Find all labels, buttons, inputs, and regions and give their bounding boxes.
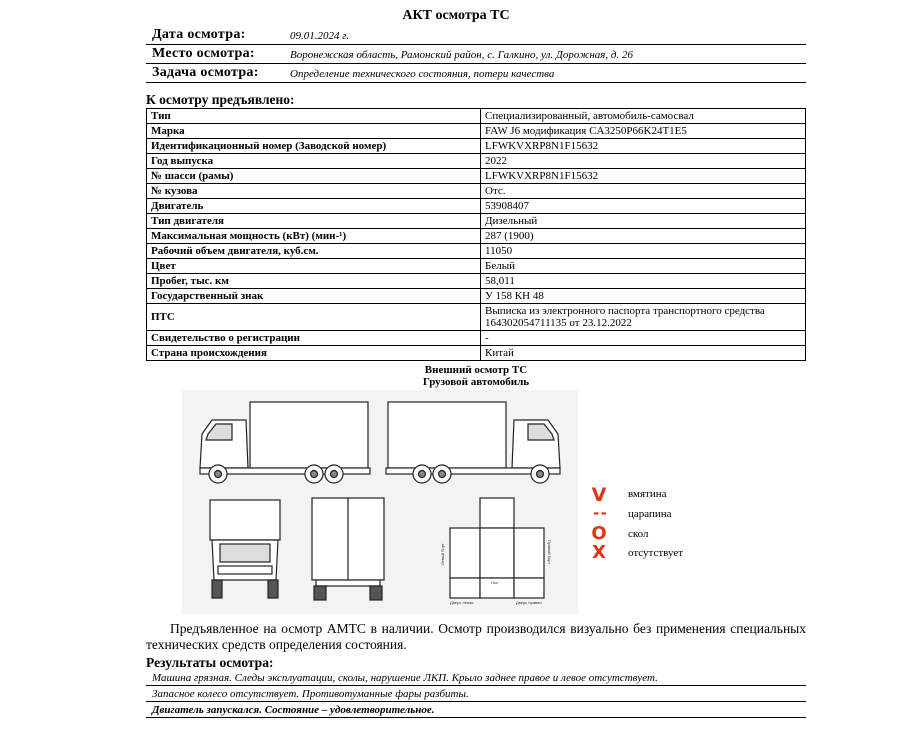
inspection-place-row bbox=[146, 46, 806, 64]
spec-key: № шасси (рамы) bbox=[147, 169, 481, 184]
spec-key: Марка bbox=[147, 124, 481, 139]
truck-diagram bbox=[182, 390, 578, 614]
inspection-date-value: 09.01.2024 г. bbox=[290, 30, 350, 42]
spec-value: 287 (1900) bbox=[481, 229, 806, 244]
result-text-3: Двигатель запускался. Состояние – удовлетворительное. bbox=[152, 704, 435, 716]
dent-icon: V bbox=[591, 484, 607, 506]
spec-row bbox=[147, 109, 806, 124]
spec-row bbox=[147, 169, 806, 184]
spec-key: Рабочий объем двигателя, куб.см. bbox=[147, 244, 481, 259]
vehicle-spec-table bbox=[146, 108, 806, 361]
spec-row bbox=[147, 229, 806, 244]
spec-value: Китай bbox=[481, 346, 806, 361]
spec-row bbox=[147, 304, 806, 331]
spec-row bbox=[147, 139, 806, 154]
spec-key: Год выпуска bbox=[147, 154, 481, 169]
spec-key: Пробег, тыс. км bbox=[147, 274, 481, 289]
document-title: АКТ осмотра ТС bbox=[402, 8, 510, 23]
truck-rear-view bbox=[312, 498, 384, 600]
spec-value: 2022 bbox=[481, 154, 806, 169]
result-text-1: Машина грязная. Следы эксплуатации, сколы, нарушение ЛКП. Крыло заднее правое и левое отсутствует. bbox=[152, 672, 658, 684]
door-right-label: Дверь правая bbox=[516, 600, 542, 605]
result-line-3 bbox=[146, 702, 806, 718]
spec-value: FAW J6 модификация CA3250P66K24T1E5 bbox=[481, 124, 806, 139]
spec-row bbox=[147, 154, 806, 169]
legend-scratch-label: царапина bbox=[628, 508, 672, 520]
exterior-title-line1: Внешний осмотр ТС bbox=[424, 364, 528, 376]
spec-row bbox=[147, 331, 806, 346]
results-title: Результаты осмотра: bbox=[146, 655, 274, 670]
damage-legend bbox=[590, 484, 730, 564]
spec-value: - bbox=[481, 331, 806, 346]
spec-key: Тип двигателя bbox=[147, 214, 481, 229]
door-left-label: Дверь левая bbox=[450, 600, 474, 605]
result-line-1 bbox=[146, 670, 806, 686]
spec-key: ПТС bbox=[147, 304, 481, 331]
spec-row bbox=[147, 244, 806, 259]
spec-key: Двигатель bbox=[147, 199, 481, 214]
floor-label: Пол bbox=[491, 580, 499, 585]
presented-title: К осмотру предъявлено: bbox=[146, 92, 295, 107]
spec-row bbox=[147, 289, 806, 304]
spec-key: Идентификационный номер (Заводской номер) bbox=[147, 139, 481, 154]
spec-key: Цвет bbox=[147, 259, 481, 274]
inspection-task-row bbox=[146, 65, 806, 83]
spec-value: 11050 bbox=[481, 244, 806, 259]
spec-key: Тип bbox=[147, 109, 481, 124]
spec-value: Выписка из электронного паспорта транспортного средства 164302054711135 от 23.12.2022 bbox=[481, 304, 806, 331]
legend-missing-label: отсутствует bbox=[628, 547, 684, 559]
inspection-date-row bbox=[146, 27, 806, 45]
spec-value: Специализированный, автомобиль-самосвал bbox=[481, 109, 806, 124]
spec-value: LFWKVXRP8N1F15632 bbox=[481, 139, 806, 154]
spec-key: Максимальная мощность (кВт) (мин-¹) bbox=[147, 229, 481, 244]
spec-key: Государственный знак bbox=[147, 289, 481, 304]
spec-value: У 158 КН 48 bbox=[481, 289, 806, 304]
right-side-label: Правый борт bbox=[547, 540, 552, 565]
inspection-place-value: Воронежская область, Рамонский район, с. Галкино, ул. Дорожная, д. 26 bbox=[290, 49, 633, 61]
inspection-task-label: Задача осмотра: bbox=[152, 65, 259, 80]
inspection-place-label: Место осмотра: bbox=[152, 46, 255, 61]
exterior-title bbox=[0, 364, 912, 388]
result-text-2: Запасное колесо отсутствует. Противотуманные фары разбиты. bbox=[152, 688, 469, 700]
inspection-statement: Предъявленное на осмотр АМТС в наличии. Осмотр производился визуально без применения специальных технических средств определения состояния. bbox=[146, 621, 806, 652]
spec-value: 58,011 bbox=[481, 274, 806, 289]
left-side-label: Левый борт bbox=[440, 543, 445, 565]
exterior-title-line2: Грузовой автомобиль bbox=[422, 376, 530, 388]
spec-row bbox=[147, 274, 806, 289]
spec-value: 53908407 bbox=[481, 199, 806, 214]
result-line-2 bbox=[146, 686, 806, 702]
legend-chip-label: скол bbox=[628, 528, 649, 540]
spec-key: Свидетельство о регистрации bbox=[147, 331, 481, 346]
spec-key: Страна происхождения bbox=[147, 346, 481, 361]
spec-row bbox=[147, 214, 806, 229]
spec-value: LFWKVXRP8N1F15632 bbox=[481, 169, 806, 184]
spec-row bbox=[147, 184, 806, 199]
chip-icon: O bbox=[591, 523, 607, 544]
spec-value: Дизельный bbox=[481, 214, 806, 229]
legend-dent-label: вмятина bbox=[628, 488, 667, 500]
spec-value: Белый bbox=[481, 259, 806, 274]
spec-row bbox=[147, 346, 806, 361]
scratch-icon: - - bbox=[593, 504, 605, 522]
spec-row bbox=[147, 259, 806, 274]
spec-row bbox=[147, 124, 806, 139]
spec-row bbox=[147, 199, 806, 214]
spec-value: Отс. bbox=[481, 184, 806, 199]
inspection-task-value: Определение технического состояния, потери качества bbox=[290, 68, 555, 80]
spec-key: № кузова bbox=[147, 184, 481, 199]
inspection-date-label: Дата осмотра: bbox=[152, 27, 246, 42]
missing-icon: X bbox=[592, 542, 606, 563]
